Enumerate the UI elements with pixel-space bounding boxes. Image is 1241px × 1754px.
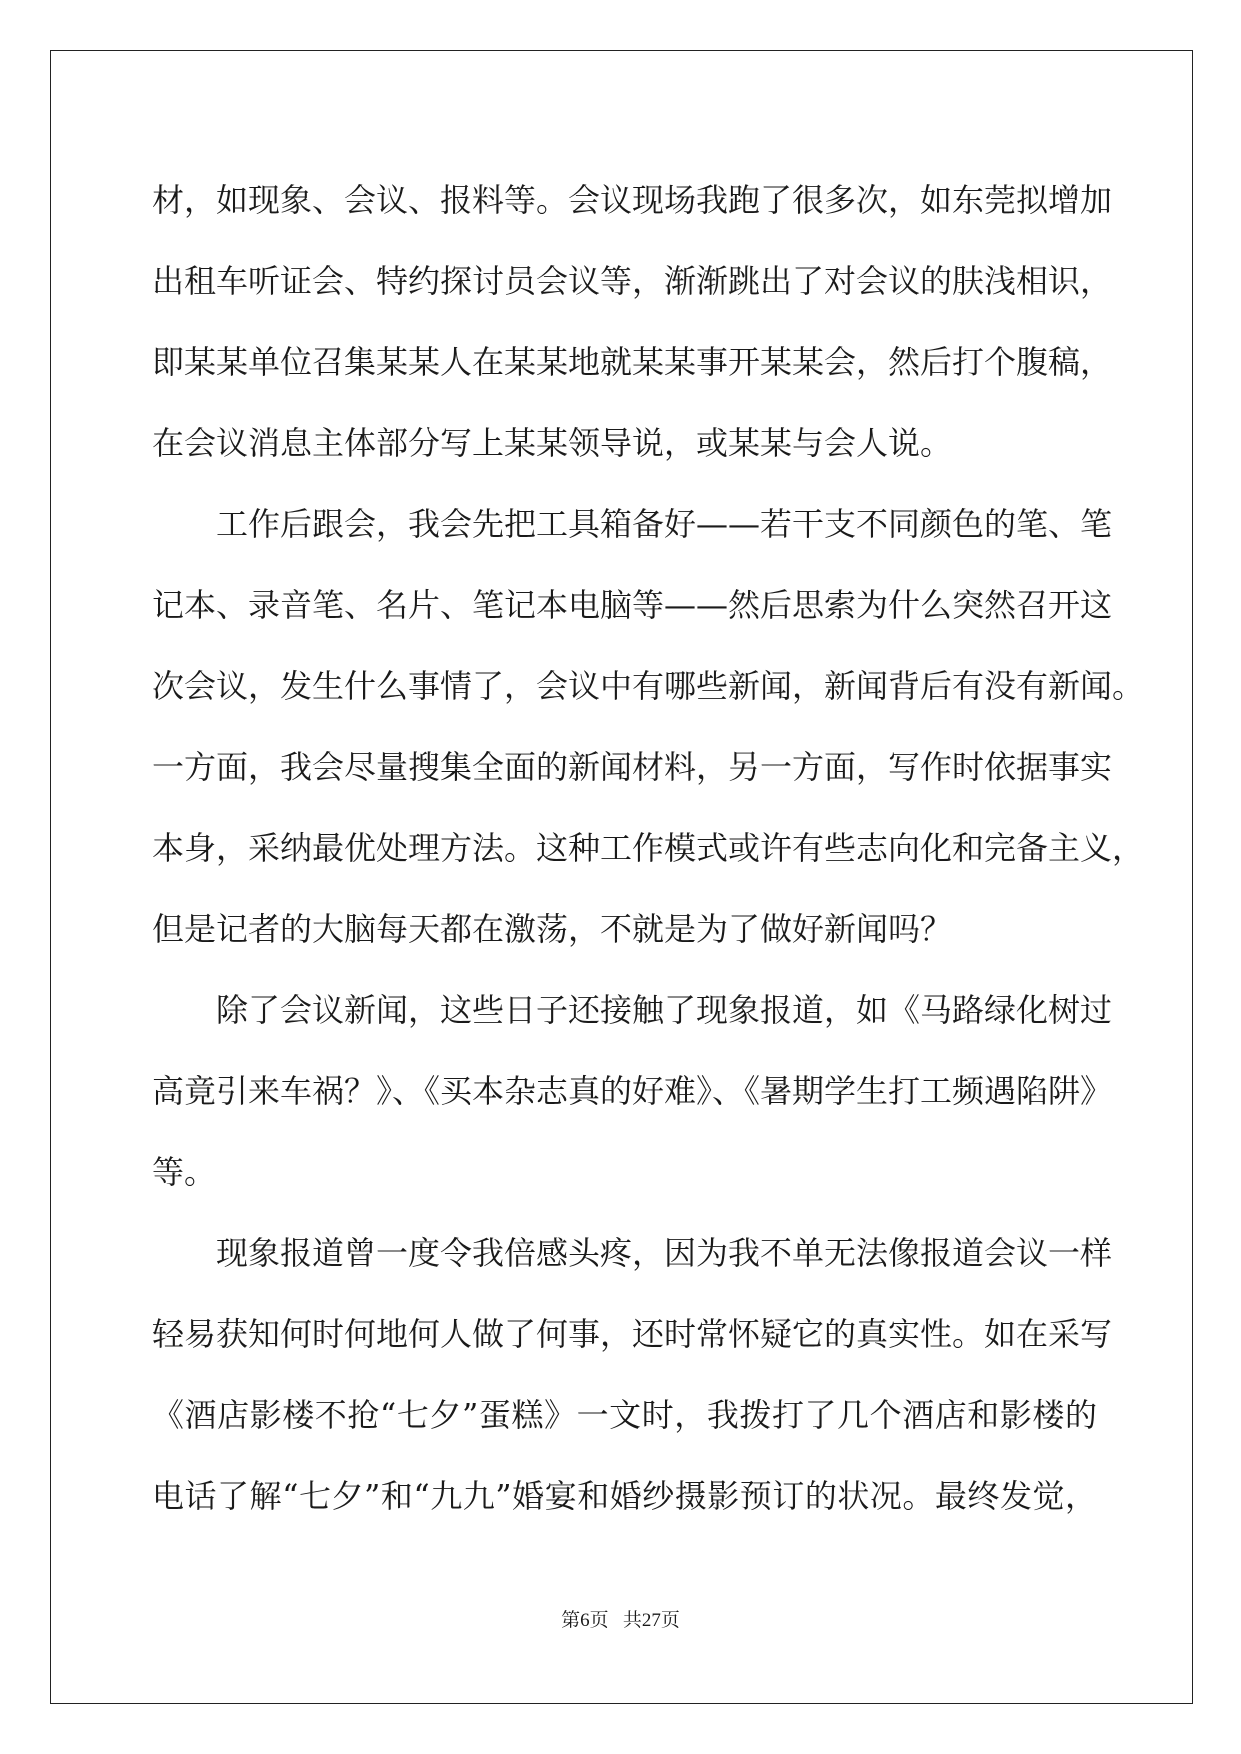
text-line: 除了会议新闻，这些日子还接触了现象报道，如《马路绿化树过 [216,991,1113,1029]
text-line: 轻易获知何时何地何人做了何事，还时常怀疑它的真实性。如在采写 [152,1315,1113,1353]
page-footer [0,1605,1241,1632]
text-line: 《酒店影楼不抢“七夕”蛋糕》一文时，我拨打了几个酒店和影楼的 [152,1396,1097,1434]
text-line: 工作后跟会，我会先把工具箱备好——若干支不同颜色的笔、笔 [216,505,1113,543]
text-line: 出租车听证会、特约探讨员会议等，渐渐跳出了对会议的肤浅相识， [152,262,1113,300]
text-line: 但是记者的大脑每天都在激荡，不就是为了做好新闻吗？ [152,910,953,948]
paragraph [152,160,1113,484]
page-number: 第6页 [561,1610,609,1631]
text-line: 电话了解“七夕”和“九九”婚宴和婚纱摄影预订的状况。最终发觉， [152,1477,1097,1515]
text-line: 即某某单位召集某某人在某某地就某某事开某某会，然后打个腹稿， [152,343,1113,381]
text-line: 现象报道曾一度令我倍感头疼，因为我不单无法像报道会议一样 [216,1234,1113,1272]
paragraph [152,970,1113,1213]
document-body [152,160,1145,1537]
paragraph [152,484,1145,970]
paragraph [152,1213,1113,1537]
page-total: 共27页 [622,1610,680,1631]
text-line: 次会议，发生什么事情了，会议中有哪些新闻，新闻背后有没有新闻。 [152,667,1145,705]
text-line: 高竟引来车祸？》、《买本杂志真的好难》、《暑期学生打工频遇陷阱》 [152,1072,1113,1110]
text-line: 本身，采纳最优处理方法。这种工作模式或许有些志向化和完备主义， [152,829,1145,867]
text-line: 记本、录音笔、名片、笔记本电脑等——然后思索为什么突然召开这 [152,586,1113,624]
text-line: 在会议消息主体部分写上某某领导说，或某某与会人说。 [152,424,953,462]
text-line: 等。 [152,1153,217,1191]
text-line: 一方面，我会尽量搜集全面的新闻材料，另一方面，写作时依据事实 [152,748,1113,786]
text-line: 材，如现象、会议、报料等。会议现场我跑了很多次，如东莞拟增加 [152,181,1113,219]
